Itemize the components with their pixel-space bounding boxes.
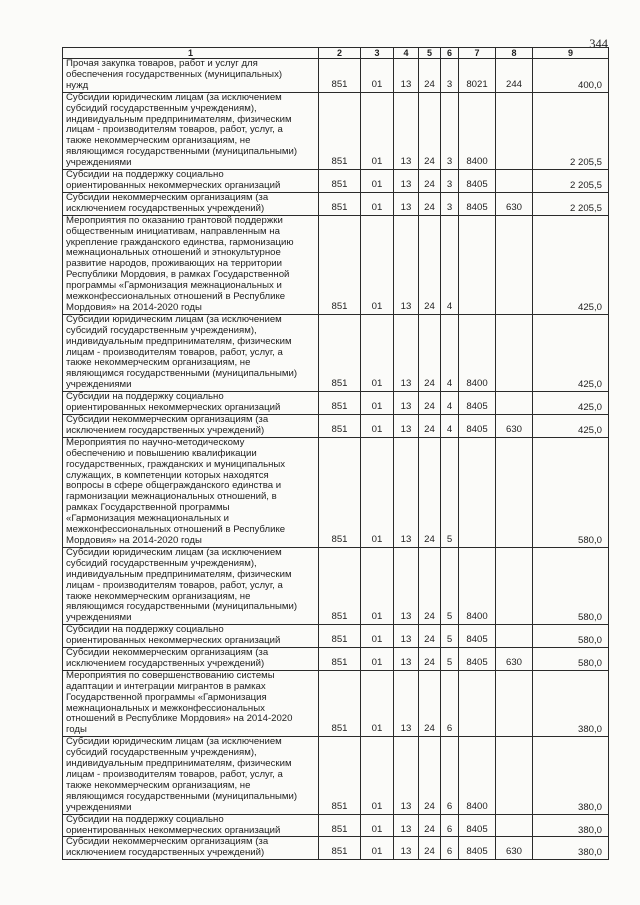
header-cell-2: 2 xyxy=(319,48,361,59)
code-cell-col-4: 13 xyxy=(394,670,419,736)
code-cell-col-7: 8400 xyxy=(459,737,496,814)
code-cell-col-8 xyxy=(496,215,533,314)
code-cell-col-5: 24 xyxy=(419,547,441,624)
code-cell-col-6: 5 xyxy=(441,648,459,671)
code-cell-col-5: 24 xyxy=(419,625,441,648)
header-cell-3: 3 xyxy=(361,48,394,59)
code-cell-col-8 xyxy=(496,737,533,814)
table-row xyxy=(63,59,609,93)
table-header-row xyxy=(63,48,609,59)
code-cell-col-7: 8400 xyxy=(459,314,496,391)
table-row xyxy=(63,314,609,391)
code-cell-col-6: 3 xyxy=(441,170,459,193)
code-cell-col-8: 630 xyxy=(496,192,533,215)
code-cell-col-8 xyxy=(496,92,533,169)
code-cell-col-3: 01 xyxy=(361,670,394,736)
code-cell-col-5: 24 xyxy=(419,170,441,193)
code-cell-col-2: 851 xyxy=(319,215,361,314)
header-cell-4: 4 xyxy=(394,48,419,59)
code-cell-col-3: 01 xyxy=(361,59,394,93)
amount-cell: 580,0 xyxy=(533,437,609,547)
code-cell-col-3: 01 xyxy=(361,392,394,415)
budget-table xyxy=(62,47,609,860)
code-cell-col-3: 01 xyxy=(361,170,394,193)
code-cell-col-8 xyxy=(496,625,533,648)
code-cell-col-2: 851 xyxy=(319,437,361,547)
code-cell-col-5: 24 xyxy=(419,92,441,169)
table-row xyxy=(63,670,609,736)
code-cell-col-5: 24 xyxy=(419,59,441,93)
table-row xyxy=(63,625,609,648)
amount-cell: 425,0 xyxy=(533,215,609,314)
row-description: Субсидии на поддержку социально ориентированных некоммерческих организаций xyxy=(63,814,319,837)
code-cell-col-2: 851 xyxy=(319,59,361,93)
code-cell-col-4: 13 xyxy=(394,547,419,624)
code-cell-col-2: 851 xyxy=(319,170,361,193)
code-cell-col-4: 13 xyxy=(394,314,419,391)
code-cell-col-5: 24 xyxy=(419,737,441,814)
code-cell-col-5: 24 xyxy=(419,814,441,837)
code-cell-col-5: 24 xyxy=(419,670,441,736)
code-cell-col-6: 3 xyxy=(441,59,459,93)
code-cell-col-8: 244 xyxy=(496,59,533,93)
row-description: Субсидии юридическим лицам (за исключением субсидий государственным учреждениям), индивидуальным предпринимателям, физическим лицам - производителям товаров, работ, услуг, а также некоммерческим организациям, не являющимся государственными (муниципальными) учреждениями xyxy=(63,547,319,624)
code-cell-col-7 xyxy=(459,437,496,547)
amount-cell: 2 205,5 xyxy=(533,92,609,169)
amount-cell: 380,0 xyxy=(533,814,609,837)
code-cell-col-7: 8405 xyxy=(459,170,496,193)
row-description: Субсидии на поддержку социально ориентированных некоммерческих организаций xyxy=(63,392,319,415)
table-row xyxy=(63,737,609,814)
code-cell-col-6: 3 xyxy=(441,92,459,169)
code-cell-col-3: 01 xyxy=(361,192,394,215)
code-cell-col-4: 13 xyxy=(394,437,419,547)
code-cell-col-4: 13 xyxy=(394,170,419,193)
code-cell-col-6: 6 xyxy=(441,737,459,814)
code-cell-col-3: 01 xyxy=(361,837,394,860)
row-description: Субсидии юридическим лицам (за исключением субсидий государственным учреждениям), индивидуальным предпринимателям, физическим лицам - производителям товаров, работ, услуг, а также некоммерческим организациям, не являющимся государственными (муниципальными) учреждениями xyxy=(63,314,319,391)
header-cell-8: 8 xyxy=(496,48,533,59)
code-cell-col-5: 24 xyxy=(419,437,441,547)
table-row xyxy=(63,415,609,438)
code-cell-col-8: 630 xyxy=(496,837,533,860)
code-cell-col-4: 13 xyxy=(394,392,419,415)
code-cell-col-3: 01 xyxy=(361,415,394,438)
header-cell-5: 5 xyxy=(419,48,441,59)
code-cell-col-2: 851 xyxy=(319,314,361,391)
code-cell-col-2: 851 xyxy=(319,547,361,624)
code-cell-col-6: 4 xyxy=(441,392,459,415)
code-cell-col-3: 01 xyxy=(361,648,394,671)
code-cell-col-6: 5 xyxy=(441,547,459,624)
table-row xyxy=(63,170,609,193)
code-cell-col-7: 8405 xyxy=(459,415,496,438)
row-description: Субсидии некоммерческим организациям (за исключением государственных учреждений) xyxy=(63,415,319,438)
amount-cell: 580,0 xyxy=(533,625,609,648)
row-description: Субсидии некоммерческим организациям (за исключением государственных учреждений) xyxy=(63,192,319,215)
row-description: Субсидии некоммерческим организациям (за исключением государственных учреждений) xyxy=(63,648,319,671)
code-cell-col-5: 24 xyxy=(419,314,441,391)
row-description: Мероприятия по совершенствованию системы адаптации и интеграции мигрантов в рамках Государственной программы «Гармонизация межнациональных и межконфессиональных отношений в Республике Мордовия» на 2014-2020 годы xyxy=(63,670,319,736)
amount-cell: 2 205,5 xyxy=(533,192,609,215)
table-row xyxy=(63,215,609,314)
code-cell-col-2: 851 xyxy=(319,837,361,860)
row-description: Субсидии некоммерческим организациям (за исключением государственных учреждений) xyxy=(63,837,319,860)
code-cell-col-3: 01 xyxy=(361,625,394,648)
amount-cell: 2 205,5 xyxy=(533,170,609,193)
row-description: Субсидии на поддержку социально ориентированных некоммерческих организаций xyxy=(63,170,319,193)
code-cell-col-4: 13 xyxy=(394,415,419,438)
code-cell-col-2: 851 xyxy=(319,648,361,671)
page-number: 344 xyxy=(589,37,608,51)
header-cell-9: 9 xyxy=(533,48,609,59)
table-row xyxy=(63,392,609,415)
amount-cell: 580,0 xyxy=(533,648,609,671)
code-cell-col-5: 24 xyxy=(419,648,441,671)
code-cell-col-4: 13 xyxy=(394,737,419,814)
code-cell-col-2: 851 xyxy=(319,192,361,215)
code-cell-col-7: 8405 xyxy=(459,648,496,671)
code-cell-col-2: 851 xyxy=(319,415,361,438)
code-cell-col-3: 01 xyxy=(361,437,394,547)
code-cell-col-8 xyxy=(496,437,533,547)
code-cell-col-6: 4 xyxy=(441,415,459,438)
code-cell-col-6: 6 xyxy=(441,670,459,736)
code-cell-col-8 xyxy=(496,670,533,736)
code-cell-col-6: 4 xyxy=(441,215,459,314)
code-cell-col-3: 01 xyxy=(361,814,394,837)
code-cell-col-7: 8405 xyxy=(459,814,496,837)
table-row xyxy=(63,814,609,837)
code-cell-col-8: 630 xyxy=(496,415,533,438)
amount-cell: 400,0 xyxy=(533,59,609,93)
code-cell-col-3: 01 xyxy=(361,547,394,624)
code-cell-col-2: 851 xyxy=(319,92,361,169)
code-cell-col-2: 851 xyxy=(319,392,361,415)
code-cell-col-6: 5 xyxy=(441,625,459,648)
code-cell-col-8 xyxy=(496,392,533,415)
code-cell-col-7 xyxy=(459,215,496,314)
table-row xyxy=(63,648,609,671)
code-cell-col-3: 01 xyxy=(361,737,394,814)
row-description: Прочая закупка товаров, работ и услуг для обеспечения государственных (муниципальных) нужд xyxy=(63,59,319,93)
table-row xyxy=(63,837,609,860)
header-cell-7: 7 xyxy=(459,48,496,59)
code-cell-col-5: 24 xyxy=(419,392,441,415)
code-cell-col-7: 8021 xyxy=(459,59,496,93)
table-row xyxy=(63,192,609,215)
code-cell-col-6: 5 xyxy=(441,437,459,547)
code-cell-col-6: 3 xyxy=(441,192,459,215)
code-cell-col-5: 24 xyxy=(419,415,441,438)
code-cell-col-7: 8400 xyxy=(459,547,496,624)
code-cell-col-4: 13 xyxy=(394,814,419,837)
code-cell-col-6: 6 xyxy=(441,837,459,860)
code-cell-col-4: 13 xyxy=(394,648,419,671)
table-row xyxy=(63,92,609,169)
code-cell-col-4: 13 xyxy=(394,192,419,215)
code-cell-col-2: 851 xyxy=(319,670,361,736)
code-cell-col-8 xyxy=(496,170,533,193)
row-description: Субсидии юридическим лицам (за исключением субсидий государственным учреждениям), индивидуальным предпринимателям, физическим лицам - производителям товаров, работ, услуг, а также некоммерческим организациям, не являющимся государственными (муниципальными) учреждениями xyxy=(63,92,319,169)
code-cell-col-7: 8400 xyxy=(459,92,496,169)
code-cell-col-8 xyxy=(496,547,533,624)
amount-cell: 380,0 xyxy=(533,737,609,814)
amount-cell: 380,0 xyxy=(533,670,609,736)
code-cell-col-7 xyxy=(459,670,496,736)
code-cell-col-4: 13 xyxy=(394,625,419,648)
code-cell-col-2: 851 xyxy=(319,625,361,648)
code-cell-col-3: 01 xyxy=(361,314,394,391)
code-cell-col-6: 6 xyxy=(441,814,459,837)
header-cell-6: 6 xyxy=(441,48,459,59)
row-description: Мероприятия по оказанию грантовой поддержки общественным инициативам, направленным на укрепление гражданского единства, гармонизацию межнациональных отношений и этнокультурное развитие народов, проживающих на территории Республики Мордовия, в рамках Государственной программы «Гармонизация межнациональных и межконфессиональных отношений в Республике Мордовия» на 2014-2020 годы xyxy=(63,215,319,314)
code-cell-col-3: 01 xyxy=(361,215,394,314)
amount-cell: 425,0 xyxy=(533,415,609,438)
code-cell-col-2: 851 xyxy=(319,737,361,814)
code-cell-col-5: 24 xyxy=(419,192,441,215)
code-cell-col-8 xyxy=(496,814,533,837)
code-cell-col-7: 8405 xyxy=(459,392,496,415)
amount-cell: 425,0 xyxy=(533,392,609,415)
header-cell-1: 1 xyxy=(63,48,319,59)
code-cell-col-5: 24 xyxy=(419,837,441,860)
code-cell-col-4: 13 xyxy=(394,837,419,860)
code-cell-col-4: 13 xyxy=(394,92,419,169)
code-cell-col-5: 24 xyxy=(419,215,441,314)
row-description: Мероприятия по научно-методическому обеспечению и повышению квалификации государственных, гражданских и муниципальных служащих, в компетенции которых находятся вопросы в сфере общегражданского единства и гармонизации межнациональных отношений, в рамках Государственной программы «Гармонизация межнациональных и межконфессиональных отношений в Республике Мордовия» на 2014-2020 годы xyxy=(63,437,319,547)
code-cell-col-2: 851 xyxy=(319,814,361,837)
row-description: Субсидии на поддержку социально ориентированных некоммерческих организаций xyxy=(63,625,319,648)
code-cell-col-4: 13 xyxy=(394,215,419,314)
code-cell-col-6: 4 xyxy=(441,314,459,391)
code-cell-col-8 xyxy=(496,314,533,391)
table-row xyxy=(63,547,609,624)
table-body xyxy=(63,59,609,860)
code-cell-col-4: 13 xyxy=(394,59,419,93)
code-cell-col-7: 8405 xyxy=(459,625,496,648)
amount-cell: 580,0 xyxy=(533,547,609,624)
amount-cell: 425,0 xyxy=(533,314,609,391)
code-cell-col-7: 8405 xyxy=(459,192,496,215)
code-cell-col-3: 01 xyxy=(361,92,394,169)
code-cell-col-8: 630 xyxy=(496,648,533,671)
row-description: Субсидии юридическим лицам (за исключением субсидий государственным учреждениям), индивидуальным предпринимателям, физическим лицам - производителям товаров, работ, услуг, а также некоммерческим организациям, не являющимся государственными (муниципальными) учреждениями xyxy=(63,737,319,814)
code-cell-col-7: 8405 xyxy=(459,837,496,860)
amount-cell: 380,0 xyxy=(533,837,609,860)
table-row xyxy=(63,437,609,547)
